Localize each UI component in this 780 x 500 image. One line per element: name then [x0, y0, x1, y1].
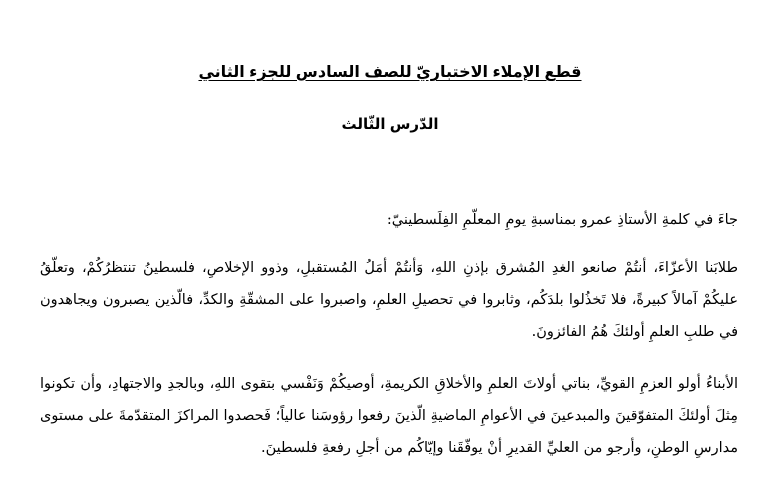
lesson-title: الدّرس الثّالث — [341, 116, 439, 133]
intro-line: جاءَ في كلمةِ الأستاذِ عمرو بمناسبةِ يومِ المعلّمِ الفِلَسطينيّ: — [386, 212, 738, 228]
document-title: قطع الإملاء الاختباريّ للصف السادس للجزء الثاني — [198, 64, 582, 81]
paragraph-1: طلابَنا الأعزّاءَ، أنتُمْ صانعو الغدِ المُشرق بإذنِ اللهِ، وَأنتُمْ أمَلُ المُستقبلِ، وذوو الإخلاصِ، فلسطينُ تنتظرُكُمْ، وتعلّقُ عليكُمْ آمالاً كبيرةً، فلا تَخذُلوا بلدَكُم، وثابروا في تحصيلِ العلمِ، واصبروا على المشقّةِ والكدِّ، فالّذين يصبرون ويجاهدون في طلبِ العلمِ أولئكَ هُمُ الفائزونَ. — [40, 260, 738, 340]
paragraph-2: الأبناءُ أولو العزمِ القويِّ، بناتي أولاتَ العلمِ والأخلاقِ الكريمةِ، أوصيكُمْ وَنَفْسي بتقوى اللهِ، وبالجدِ والاجتهادِ، وأن تكونوا مِثلَ أولئكَ المتفوّقينَ والمبدعينَ في الأعوامِ الماضيةِ الّذينَ رفعوا رؤوسَنا عالياً؛ فَحصدوا المراكزَ المتقدّمةَ على مستوى مدارسِ الوطنِ، وأرجو من العليِّ القديرِ أنْ يوفّقَنا وإيّاكُم من أجلِ رفعةِ فلسطينَ. — [40, 376, 738, 456]
